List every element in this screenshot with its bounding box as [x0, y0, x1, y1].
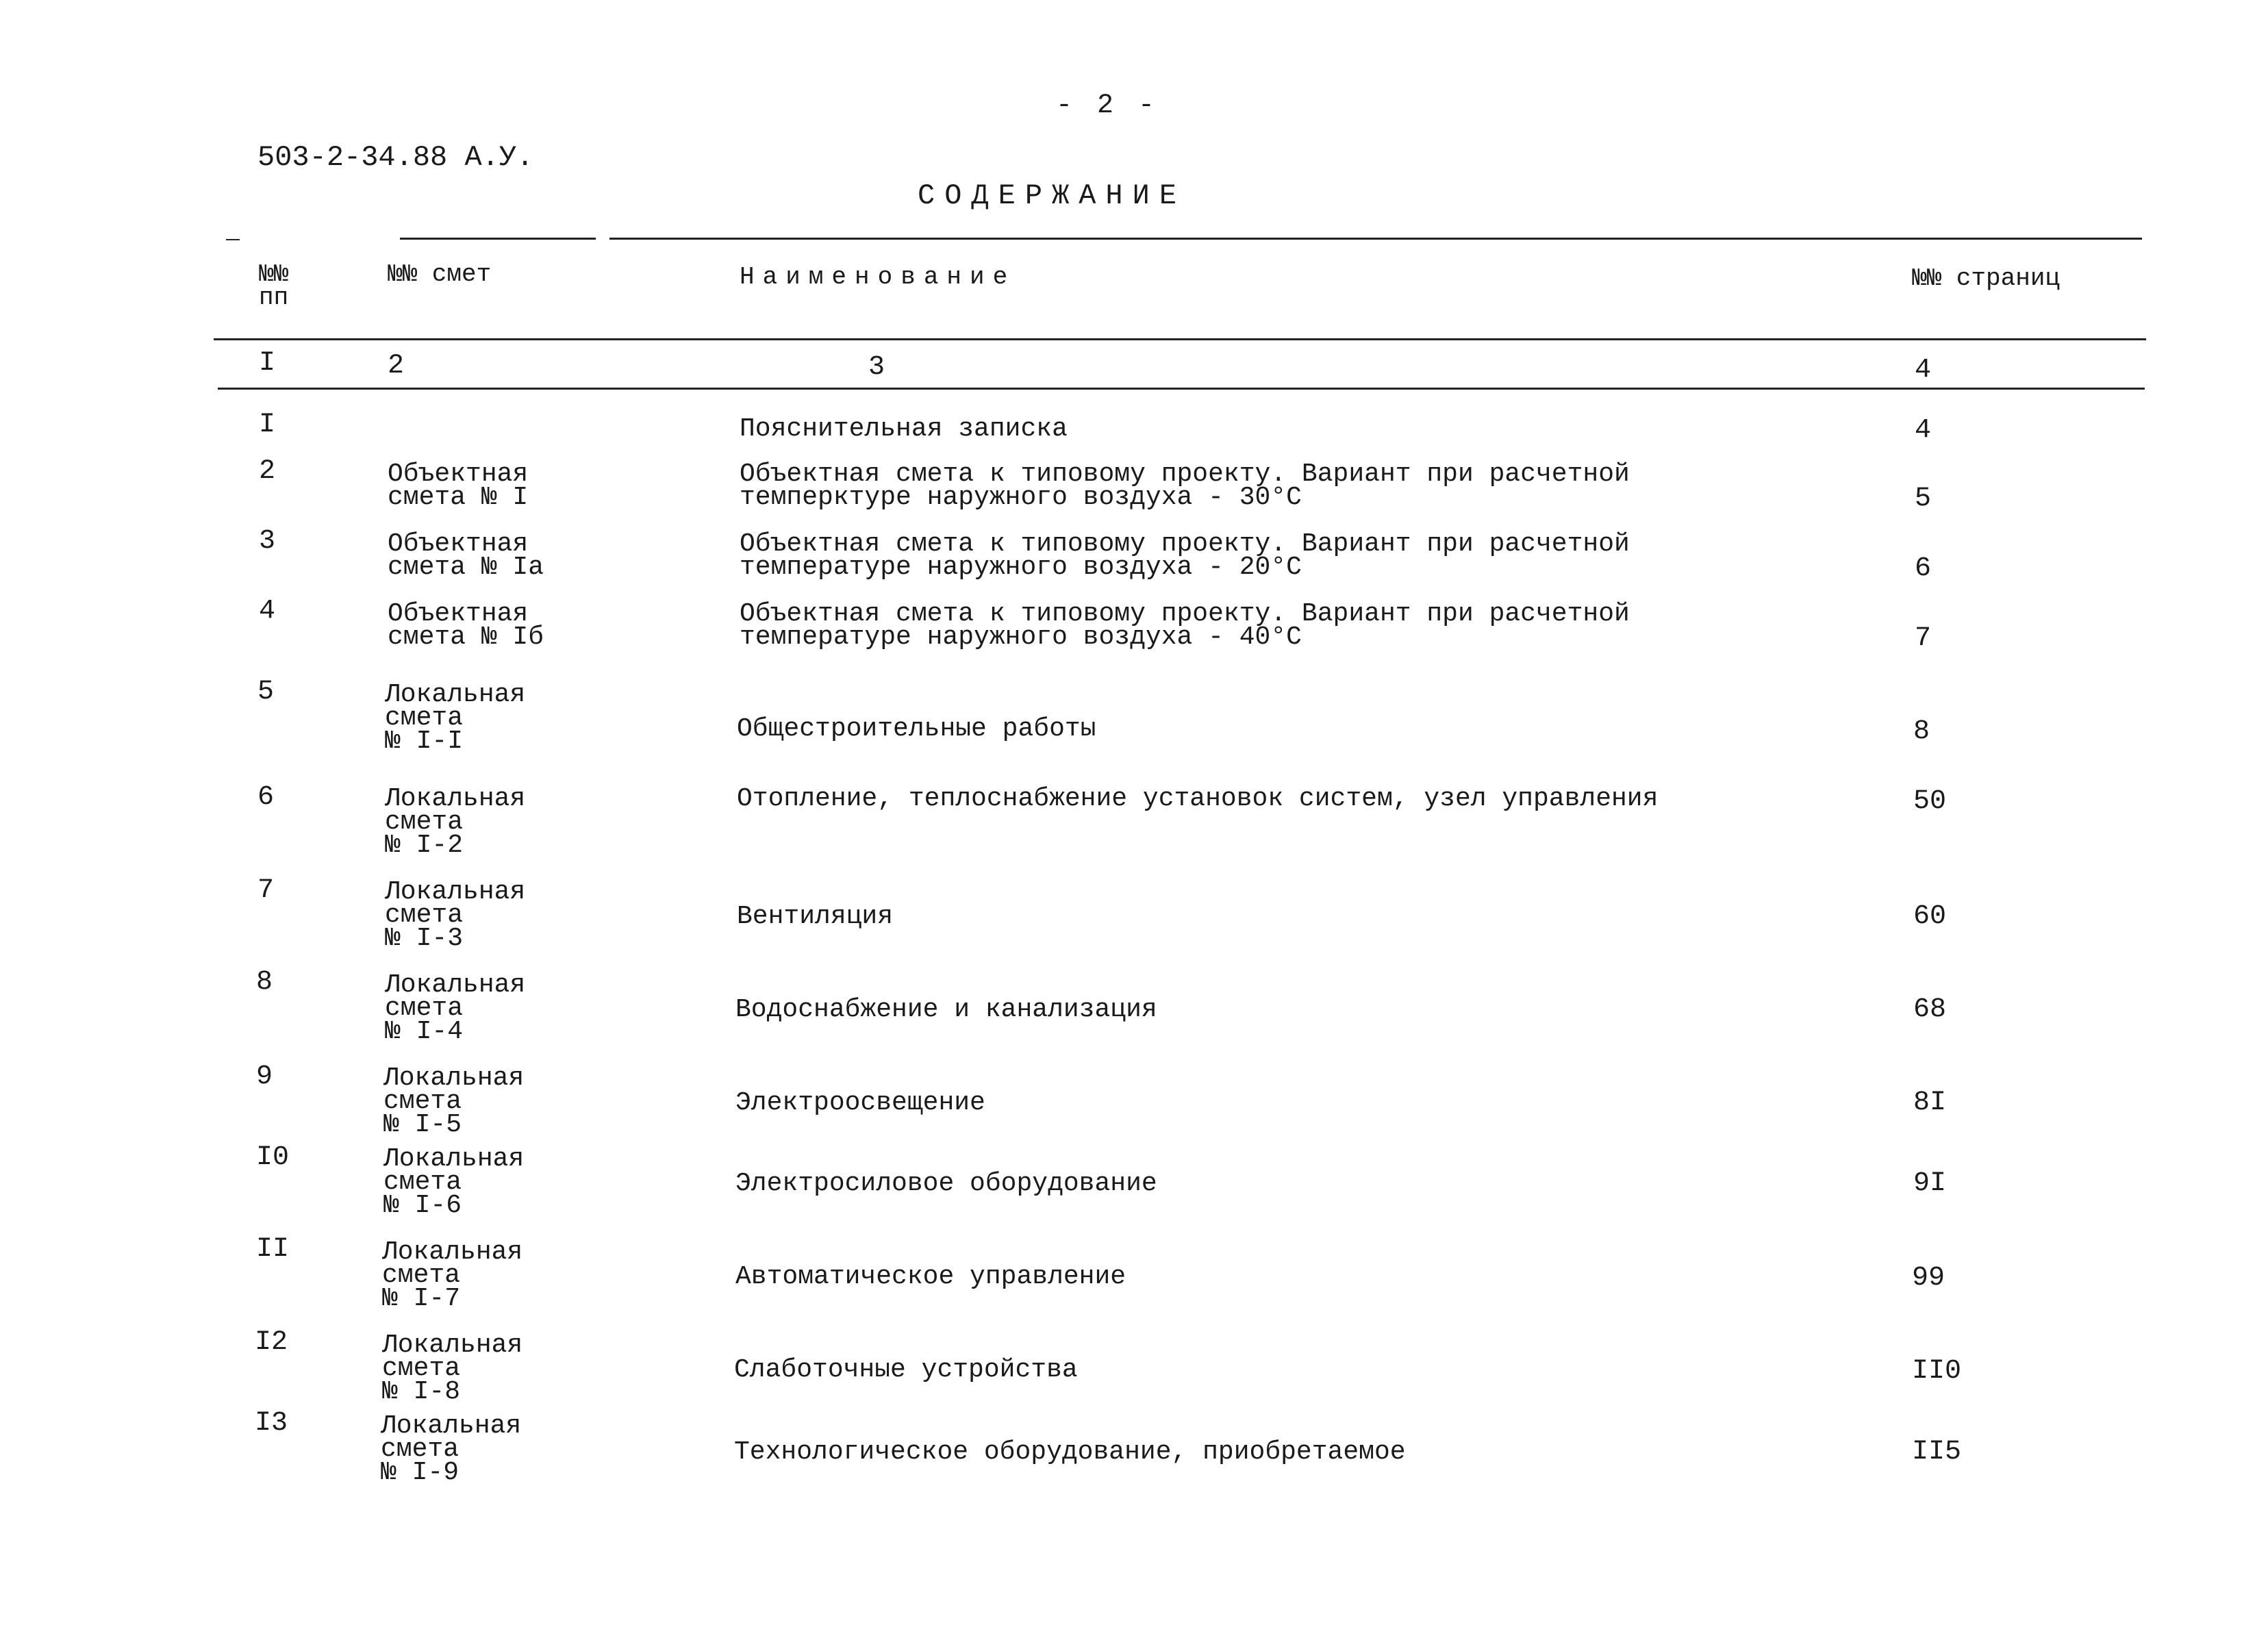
header-col-pages: №№ страниц	[1912, 264, 2061, 292]
row-estimate: Локальная смета № I-9	[381, 1411, 522, 1487]
header-rule-bottom	[218, 388, 2145, 390]
row-name: Технологическое оборудование, приобретаемое	[734, 1437, 1406, 1467]
row-name: Водоснабжение и канализация	[735, 995, 1157, 1024]
row-name: Объектная смета к типовому проекту. Вариант при расчетной температуре наружного воздуха - 40°С	[740, 599, 1630, 652]
page-number: - 2 -	[1056, 90, 1159, 121]
row-name: Объектная смета к типовому проекту. Вариант при расчетной темперктуре наружного воздуха - 30°С	[740, 459, 1630, 512]
row-page: 4	[1915, 415, 1932, 446]
row-estimate: Локальная смета № I-6	[383, 1144, 525, 1220]
row-estimate: Объектная смета № Iа	[388, 529, 544, 582]
column-number-3: 3	[868, 352, 885, 383]
row-number: 2	[259, 456, 276, 487]
header-rule-fragment	[226, 239, 240, 240]
row-estimate: Локальная смета № I-3	[385, 877, 526, 953]
row-number: 6	[257, 782, 275, 813]
row-estimate: Локальная смета № I-7	[382, 1237, 523, 1313]
row-name: Вентиляция	[737, 902, 894, 931]
header-rule-middle	[214, 338, 2146, 340]
document-code: 503-2-34.88 А.У.	[257, 141, 534, 174]
row-estimate: Локальная смета № I-5	[383, 1063, 525, 1139]
header-col-name: Наименование	[740, 263, 1016, 291]
row-estimate: Локальная смета № I-8	[382, 1330, 523, 1407]
row-page: 8	[1913, 716, 1930, 747]
row-page: 7	[1915, 623, 1932, 654]
row-page: 60	[1913, 901, 1947, 932]
row-page: 99	[1912, 1263, 1945, 1294]
row-number: I2	[255, 1327, 288, 1358]
header-col-number: №№ пп	[259, 260, 289, 312]
header-rule-top	[609, 238, 2142, 240]
header-rule-left	[400, 238, 596, 240]
row-estimate: Локальная смета № I-4	[385, 970, 526, 1046]
row-estimate: Объектная смета № Iб	[388, 599, 544, 652]
row-name: Слаботочные устройства	[734, 1355, 1078, 1385]
row-number: 9	[256, 1061, 273, 1092]
row-number: I	[259, 409, 276, 440]
row-name: Электросиловое оборудование	[735, 1169, 1157, 1198]
column-number-4: 4	[1915, 355, 1932, 386]
row-page: 5	[1915, 483, 1932, 514]
row-number: 8	[256, 967, 273, 998]
row-page: 9I	[1913, 1168, 1947, 1199]
row-page: II0	[1912, 1356, 1962, 1387]
row-name: Электроосвещение	[735, 1088, 985, 1118]
row-number: I0	[256, 1142, 290, 1173]
row-page: 68	[1913, 994, 1947, 1025]
page-title: СОДЕРЖАНИЕ	[918, 179, 1187, 212]
row-number: 4	[259, 596, 276, 627]
row-number: 5	[257, 677, 275, 707]
row-estimate: Локальная смета № I-2	[385, 784, 526, 860]
row-number: II	[256, 1234, 290, 1265]
row-name: Автоматическое управление	[735, 1262, 1126, 1291]
row-estimate: Объектная смета № I	[388, 459, 529, 512]
row-page: 50	[1913, 786, 1947, 817]
row-name: Общестроительные работы	[737, 714, 1096, 744]
row-page: II5	[1912, 1437, 1962, 1467]
row-name: Пояснительная записка	[740, 414, 1068, 444]
row-number: 3	[259, 526, 276, 557]
row-name: Объектная смета к типовому проекту. Вариант при расчетной температуре наружного воздуха - 20°С	[740, 529, 1630, 582]
row-name: Отопление, теплоснабжение установок систем, узел управления	[737, 784, 1659, 814]
row-number: I3	[255, 1408, 288, 1439]
column-number-2: 2	[388, 351, 405, 381]
column-number-1: I	[259, 348, 276, 379]
header-col-estimate: №№ смет	[388, 260, 492, 288]
row-estimate: Локальная смета № I-I	[385, 680, 526, 756]
row-page: 8I	[1913, 1087, 1947, 1118]
row-page: 6	[1915, 553, 1932, 584]
row-number: 7	[257, 875, 275, 906]
